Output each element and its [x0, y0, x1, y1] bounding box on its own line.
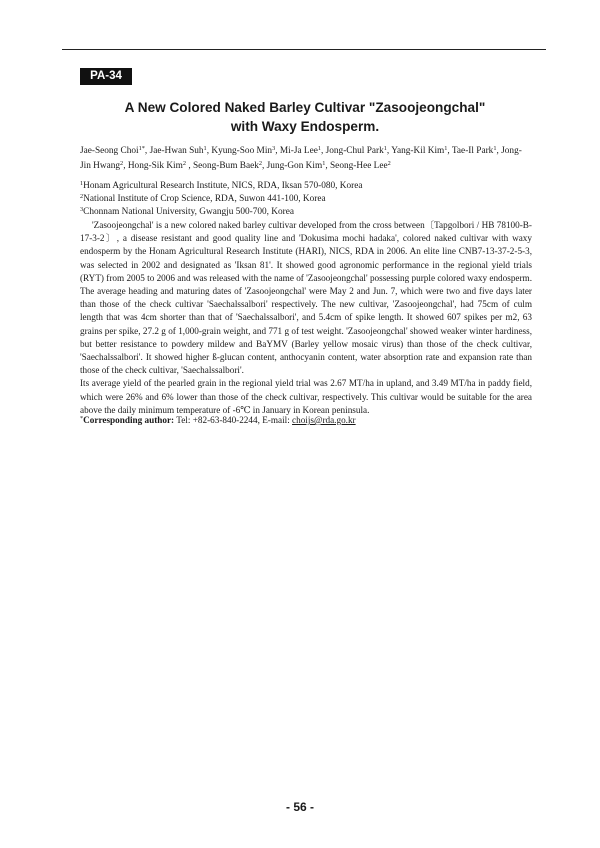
- affiliation: $^1$Honam Agricultural Research Institute, NICS, RDA, Iksan 570-080, Korea: [80, 179, 363, 191]
- affiliation-list: [80, 180, 532, 219]
- abstract-paragraph: Its average yield of the pearled grain in the regional yield trial was 2.67 MT/ha in upland, and 3.49 MT/ha in paddy field, which were 26% and 6% lower than those of the check cultivar, respectively. This cultivar would be suitable for the area above the daily minimum temperature of -6℃ in January in Korean peninsula.: [80, 378, 532, 415]
- affiliation: $^3$Chonnam National University, Gwangju 500-700, Korea: [80, 205, 295, 217]
- author: Kyung-Soo Min$^3$: [211, 144, 276, 156]
- author: Jong-Jin Hwang$^2$: [80, 146, 522, 171]
- author: Jae-Hwan Suh$^1$: [149, 144, 207, 156]
- author: Seong-Bum Baek$^2$: [193, 159, 263, 171]
- author: Jae-Seong Choi$^{1*}$: [80, 144, 145, 156]
- author-list: Jae-Seong Choi$^{1*}$, Jae-Hwan Suh$^1$, Kyung-Soo Min$^3$, Mi-Ja Lee$^1$, Jong-Chul Park$^1$, Yang-Kil Kim$^1$, Tae-Il Park$^1$, Jong-Jin Hwang$^2$, Hong-Sik Kim$^2$ , Seong-Bum Baek$^2$, Jung-Gon Kim$^1$, Seong-Hee Lee$^2$: [80, 144, 522, 171]
- author: Yang-Kil Kim$^1$: [391, 144, 448, 156]
- author: Jung-Gon Kim$^1$: [266, 159, 326, 171]
- author: Mi-Ja Lee$^1$: [279, 144, 321, 156]
- corresponding-email-label: E-mail:: [262, 415, 290, 425]
- top-rule: [62, 49, 546, 50]
- corresponding-tel: Tel: +82-63-840-2244,: [176, 415, 260, 425]
- page-number: - 56 -: [285, 800, 314, 814]
- corresponding-email-link[interactable]: choijs@rda.go.kr: [292, 415, 356, 425]
- corresponding-author: *Corresponding author: Tel: +82-63-840-2244, E-mail: choijs@rda.go.kr: [80, 415, 356, 425]
- title-line-1: A New Colored Naked Barley Cultivar "Zasoojeongchal": [124, 100, 486, 115]
- author: Tae-Il Park$^1$: [451, 144, 497, 156]
- abstract: [80, 219, 532, 417]
- corresponding-label: Corresponding author:: [83, 415, 175, 425]
- abstract-paragraph: 'Zasoojeongchal' is a new colored naked barley cultivar developed from the cross between〔Tapgolbori / HB 78100-B-17-3-2〕, a disease resistant and good quality line and 'Dokusima mochi hadaka', colored naked cultivar with waxy endosperm by the Honam Agricultural Research Institute (HARI), NICS, RDA in 2006. An elite line CNB7-13-37-2-5-3, was selected in 2002 and designated as 'Iksan 81'. It showed good agronomic performance in the regional yield trials (RYT) from 2005 to 2006 and was released with the name of 'Zasoojeongchal' possessing purple colored waxy endosperm. The average heading and maturing dates of 'Zasoojeongchal' were May 2 and Jun. 7, which were two and five days later than those of the check cultivar 'Saechalssalbori' respectively. The new cultivar, 'Zasoojeongchal', had 75cm of culm length that was 4cm shorter than that of 'Saechalssalbori', and 5.4cm of spike length. It showed 607 spikes per m2, 63 grains per spike, 27.2 g of 1,000-grain weight, and 771 g of test weight. 'Zasoojeongchal' showed weaker winter hardiness, but better resistance to powdery mildew and BaYMV (Barley yellow mosaic virus) than those of the check cultivar, 'Saechalssalbori'. It showed higher ß-glucan content, anthocyanin content, water absorption rate and expansion rate than those of the check cultivar, 'Saechalssalbori'.: [80, 220, 532, 376]
- author: Seong-Hee Lee$^2$: [330, 159, 391, 171]
- paper-title: [70, 99, 540, 136]
- author: Hong-Sik Kim$^2$: [127, 159, 187, 171]
- title-line-2: with Waxy Endosperm.: [230, 118, 380, 134]
- author: Jong-Chul Park$^1$: [325, 144, 387, 156]
- session-code-badge: PA-34: [80, 68, 132, 85]
- affiliation: $^2$National Institute of Crop Science, RDA, Suwon 441-100, Korea: [80, 192, 326, 204]
